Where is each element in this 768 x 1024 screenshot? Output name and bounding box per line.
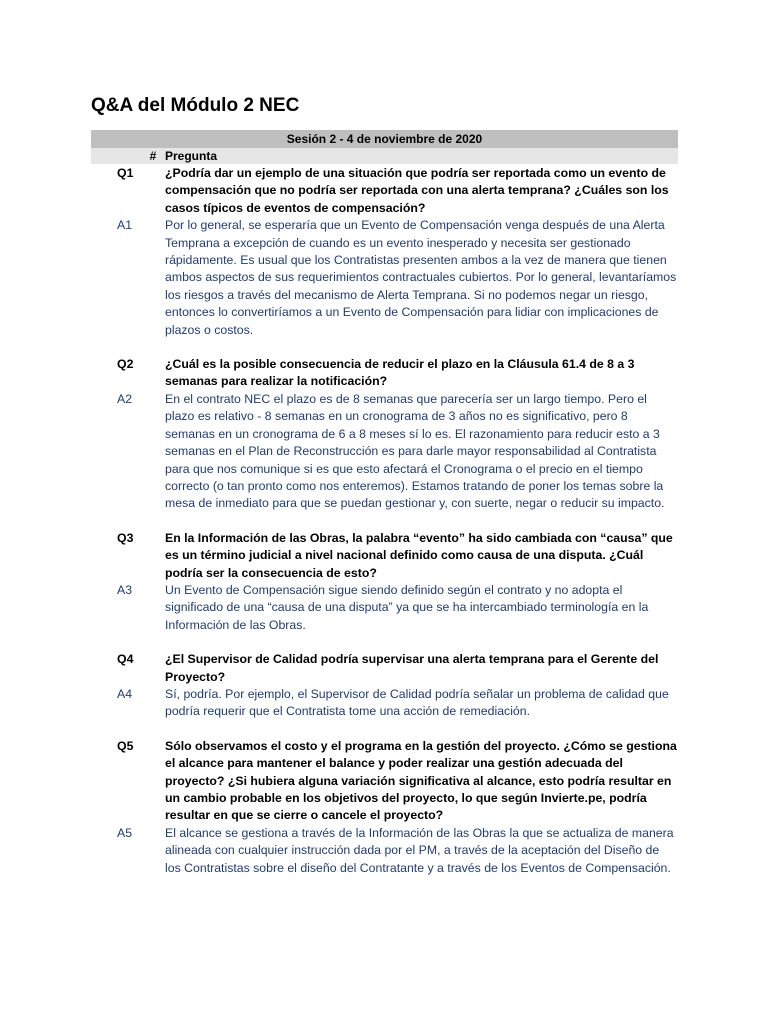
document-title: Q&A del Módulo 2 NEC — [91, 95, 300, 116]
answer-row — [91, 825, 678, 877]
answer-number: A3 — [117, 582, 133, 597]
question-text: En la Información de las Obras, la palabra “evento” ha sido cambiada con “causa” que es un término judicial a nivel nacional definido como causa de una disputa. ¿Cuál podría ser la consecuencia de esto? — [165, 530, 673, 580]
question-text: ¿El Supervisor de Calidad podría supervisar una alerta temprana para el Gerente del Proyecto? — [165, 652, 659, 684]
question-number: Q3 — [117, 530, 134, 545]
qa-table — [91, 130, 678, 877]
row-spacer — [91, 634, 678, 651]
row-spacer — [91, 339, 678, 356]
session-header: Sesión 2 - 4 de noviembre de 2020 — [91, 130, 678, 148]
column-header-question: Pregunta — [165, 149, 218, 163]
answer-text: En el contrato NEC el plazo es de 8 semanas que parecería ser un largo tiempo. Pero el plazo es relativo - 8 semanas en un cronograma de 3 años no es significativo, pero 8 semanas en un cronograma de 6 a 8 meses sí lo es. El razonamiento para reducir esto a 3 semanas en el Plan de Reconstrucción es para darle mayor responsabilidad al Contratista para que nos comunique si es que esto afectará el Cronograma o el precio en el tiempo correcto (o tan pronto como nos enteremos). Estamos tratando de poner los temas sobre la mesa de inmediato para que se puedan gestionar y, con suerte, negar o reducir su impacto. — [165, 391, 665, 511]
question-row — [91, 530, 678, 582]
answer-text: Por lo general, se esperaría que un Evento de Compensación venga después de una Alerta Temprana a excepción de cuando es un evento inesperado y necesita ser gestionado rápidamente. Es usual que los Contratistas presenten ambos a la vez de manera que tienen ambos aspectos de sus requerimientos contractuales cubiertos. Por lo general, levantaríamos los riesgos a través del mecanismo de Alerta Temprana. Si no podemos negar un riesgo, entonces lo convertiríamos a un Evento de Compensación para lidiar con implicaciones de plazos o costos. — [165, 218, 677, 337]
answer-row — [91, 391, 678, 513]
question-row — [91, 165, 678, 217]
answer-number: A5 — [117, 825, 133, 840]
answer-row — [91, 217, 678, 339]
question-text: ¿Podría dar un ejemplo de una situación que podría ser reportada como un evento de compensación que no podría ser reportada con una alerta temprana? ¿Cuáles son los casos típicos de eventos de compensación? — [165, 166, 669, 215]
question-text: ¿Cuál es la posible consecuencia de reducir el plazo en la Cláusula 61.4 de 8 a 3 semanas para realizar la notificación? — [165, 357, 635, 389]
question-number: Q1 — [117, 166, 134, 180]
row-spacer — [91, 513, 678, 530]
answer-number: A1 — [117, 218, 133, 233]
question-text: Sólo observamos el costo y el programa en la gestión del proyecto. ¿Cómo se gestiona el alcance para mantener el balance y poder realizar una gestión adecuada del proyecto? ¿Si hubiera alguna variación significativa al alcance, esto podría resultar en un cambio probable en los objetivos del proyecto, lo que según Invierte.pe, podría resultar en que se cierre o cancele el proyecto? — [165, 738, 677, 823]
column-header-row — [91, 148, 678, 164]
question-number: Q4 — [117, 652, 134, 667]
row-spacer — [91, 721, 678, 738]
question-row — [91, 356, 678, 391]
column-header-number: # — [149, 149, 157, 163]
answer-text: Un Evento de Compensación sigue siendo definido según el contrato y no adopta el significado de una “causa de una disputa” ya que se ha intercambiado terminología en la Información de las Obras. — [165, 582, 649, 632]
answer-row — [91, 582, 678, 634]
answer-number: A2 — [117, 391, 133, 406]
question-row — [91, 738, 678, 825]
question-number: Q5 — [117, 738, 134, 753]
question-number: Q2 — [117, 357, 134, 372]
answer-row — [91, 686, 678, 721]
answer-text: El alcance se gestiona a través de la Información de las Obras la que se actualiza de manera alineada con cualquier instrucción dada por el PM, a través de la aceptación del Diseño de los Contratistas sobre el diseño del Contratante y a través de los Eventos de Compensación. — [165, 825, 674, 875]
answer-text: Sí, podría. Por ejemplo, el Supervisor de Calidad podría señalar un problema de calidad que podría requerir que el Contratista tome una acción de remediación. — [165, 686, 669, 719]
question-row — [91, 651, 678, 686]
qa-list — [91, 165, 678, 877]
answer-number: A4 — [117, 686, 133, 701]
